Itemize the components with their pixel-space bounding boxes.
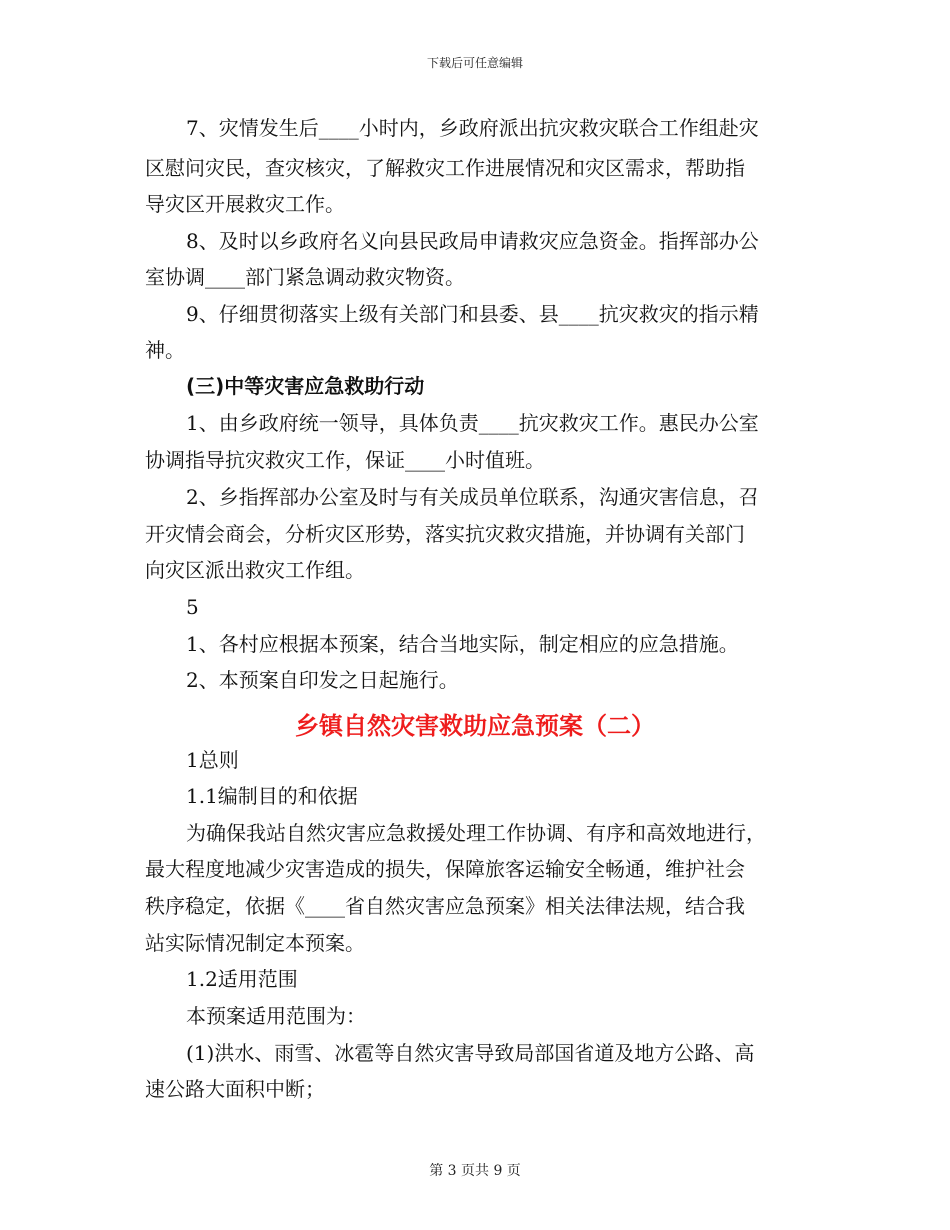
paragraph-line: 开灾情会商会，分析灾区形势，落实抗灾救灾措施，并协调有关部门 <box>145 522 745 546</box>
paragraph-line: 秩序稳定，依据《____省自然灾害应急预案》相关法律法规，结合我 <box>145 894 745 918</box>
paragraph-line: 1总则 <box>186 748 239 772</box>
document-title: 乡镇自然灾害救助应急预案（二） <box>295 712 655 740</box>
paragraph-line: 2、乡指挥部办公室及时与有关成员单位联系，沟通灾害信息，召 <box>186 485 759 509</box>
paragraph-line: (1)洪水、雨雪、冰雹等自然灾害导致局部国省道及地方公路、高 <box>186 1041 755 1065</box>
paragraph-line: 站实际情况制定本预案。 <box>145 931 365 955</box>
paragraph-line: 9、仔细贯彻落实上级有关部门和县委、县____抗灾救灾的指示精 <box>186 302 759 326</box>
paragraph-line: 神。 <box>145 338 185 362</box>
paragraph-line: 1、各村应根据本预案，结合当地实际，制定相应的应急措施。 <box>186 632 739 656</box>
paragraph-line: 1、由乡政府统一领导，具体负责____抗灾救灾工作。惠民办公室 <box>186 411 759 435</box>
paragraph-line: 8、及时以乡政府名义向县民政局申请救灾应急资金。指挥部办公 <box>186 229 759 253</box>
paragraph-line: 导灾区开展救灾工作。 <box>145 192 345 216</box>
paragraph-line: 2、本预案自印发之日起施行。 <box>186 668 459 692</box>
paragraph-line: 室协调____部门紧急调动救灾物资。 <box>145 265 465 289</box>
paragraph-line: 本预案适用范围为： <box>186 1004 366 1028</box>
paragraph-line: 向灾区派出救灾工作组。 <box>145 558 365 582</box>
paragraph-line: 为确保我站自然灾害应急救援处理工作协调、有序和高效地进行， <box>186 821 766 845</box>
paragraph-line: 1.1编制目的和依据 <box>186 784 358 808</box>
paragraph-line: 最大程度地减少灾害造成的损失，保障旅客运输安全畅通，维护社会 <box>145 857 745 881</box>
page-footer: 第 3 页共 9 页 <box>429 1163 521 1179</box>
page-header: 下载后可任意编辑 <box>426 56 523 70</box>
section-heading: (三)中等灾害应急救助行动 <box>186 374 425 398</box>
paragraph-line: 5 <box>186 595 199 619</box>
paragraph-line: 协调指导抗灾救灾工作，保证____小时值班。 <box>145 448 545 472</box>
paragraph-line: 速公路大面积中断； <box>145 1077 325 1101</box>
paragraph-line: 区慰问灾民，查灾核灾，了解救灾工作进展情况和灾区需求，帮助指 <box>145 156 745 180</box>
paragraph-line: 1.2适用范围 <box>186 967 298 991</box>
paragraph-line: 7、灾情发生后____小时内，乡政府派出抗灾救灾联合工作组赴灾 <box>186 116 759 140</box>
